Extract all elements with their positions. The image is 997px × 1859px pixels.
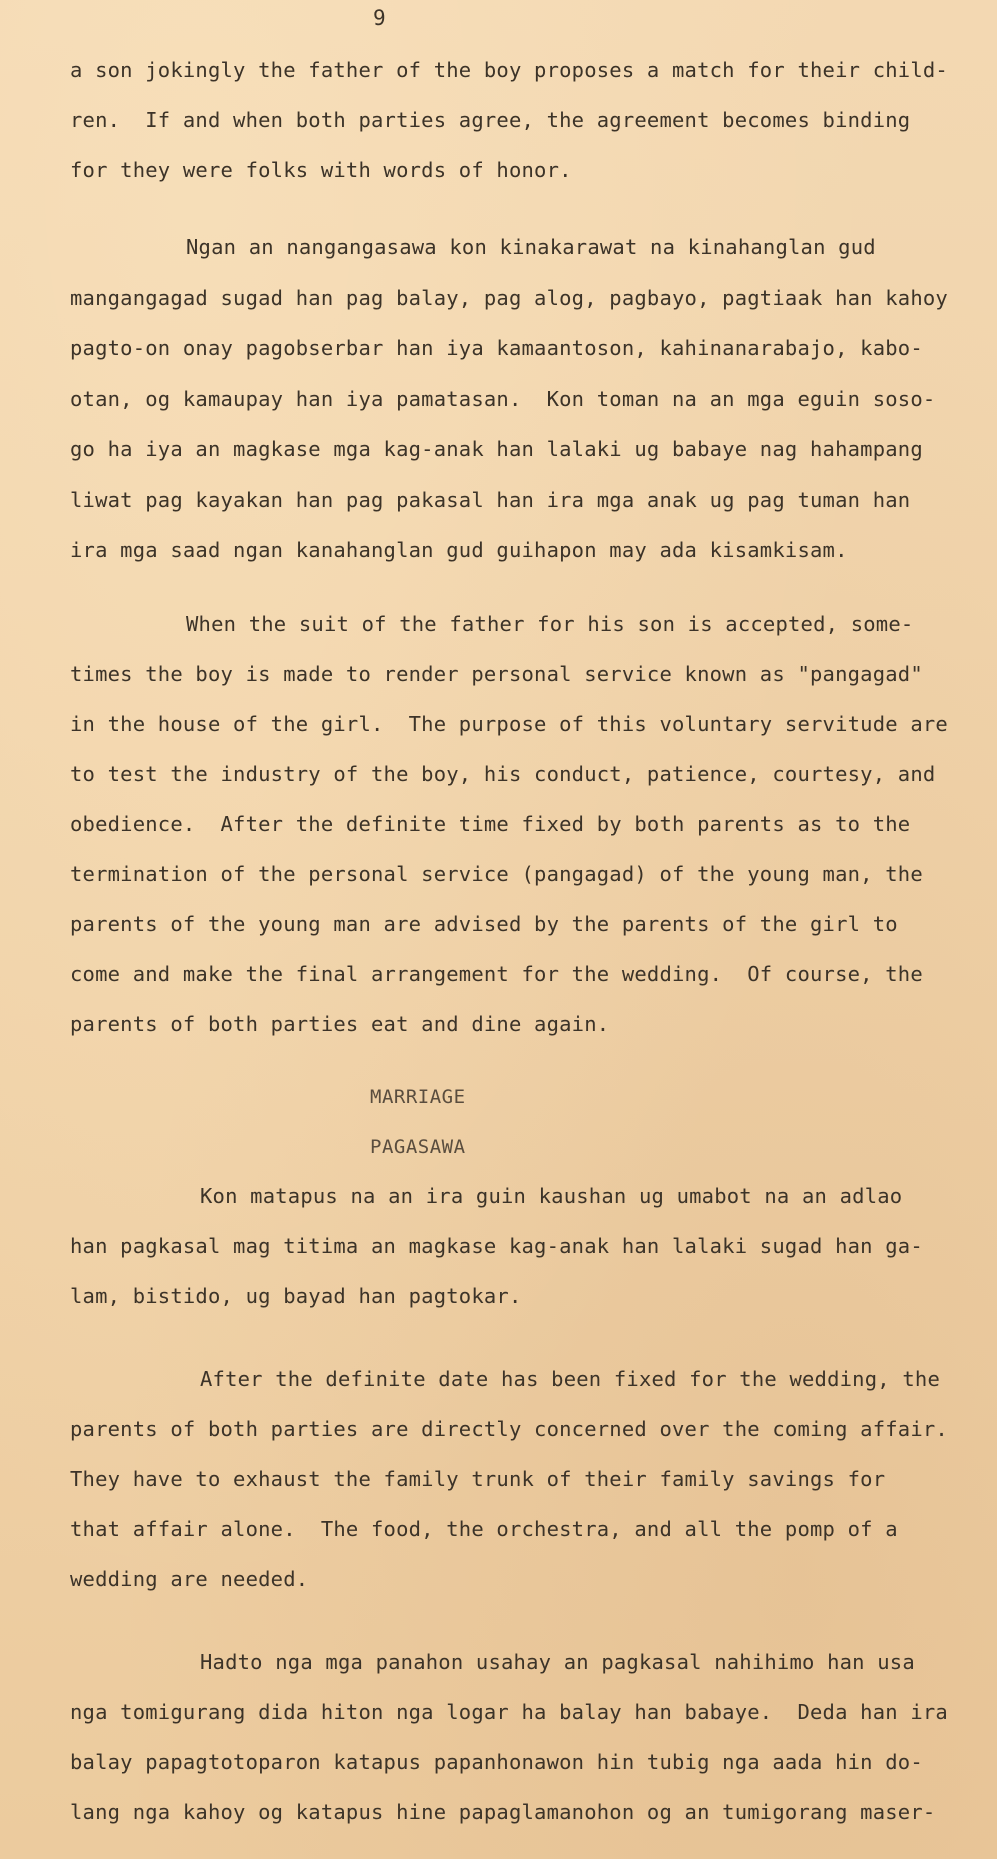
text-line: Kon matapus na an ira guin kaushan ug umabot na an adlao — [200, 1184, 903, 1208]
text-line: otan, og kamaupay han iya pamatasan. Kon toman na an mga eguin soso- — [70, 387, 936, 411]
text-line: times the boy is made to render personal service known as "pangagad" — [70, 662, 923, 686]
text-line: They have to exhaust the family trunk of their family savings for — [70, 1467, 886, 1491]
text-line: han pagkasal mag titima an magkase kag-anak han lalaki sugad han ga- — [70, 1234, 923, 1258]
text-line: When the suit of the father for his son is accepted, some- — [186, 612, 914, 636]
text-line: parents of both parties eat and dine again. — [70, 1012, 610, 1036]
text-line: nga tomigurang dida hiton nga logar ha balay han babaye. Deda han ira — [70, 1700, 948, 1724]
text-line: to test the industry of the boy, his conduct, patience, courtesy, and — [70, 762, 936, 786]
text-line: parents of both parties are directly concerned over the coming affair. — [70, 1417, 948, 1441]
section-subheading: PAGASAWA — [370, 1136, 466, 1158]
text-line: Hadto nga mga panahon usahay an pagkasal nahihimo han usa — [200, 1650, 915, 1674]
text-line: termination of the personal service (pangagad) of the young man, the — [70, 862, 923, 886]
text-line: parents of the young man are advised by the parents of the girl to — [70, 912, 898, 936]
section-heading: MARRIAGE — [370, 1086, 466, 1108]
text-line: mangangagad sugad han pag balay, pag alog, pagbayo, pagtiaak han kahoy — [70, 286, 948, 310]
text-line: come and make the final arrangement for the wedding. Of course, the — [70, 962, 923, 986]
text-line: go ha iya an magkase mga kag-anak han lalaki ug babaye nag hahampang — [70, 437, 923, 461]
text-line: Ngan an nangangasawa kon kinakarawat na kinahanglan gud — [186, 235, 876, 259]
text-line: balay papagtotoparon katapus papanhonawon hin tubig nga aada hin do- — [70, 1750, 923, 1774]
text-line: lang nga kahoy og katapus hine papaglamanohon og an tumigorang maser- — [70, 1800, 936, 1824]
text-line: for they were folks with words of honor. — [70, 158, 572, 182]
text-line: lam, bistido, ug bayad han pagtokar. — [70, 1284, 522, 1308]
text-line: that affair alone. The food, the orchestra, and all the pomp of a — [70, 1517, 898, 1541]
text-line: After the definite date has been fixed for the wedding, the — [200, 1367, 940, 1391]
text-line: wedding are needed. — [70, 1567, 309, 1591]
text-line: pagto-on onay pagobserbar han iya kamaantoson, kahinanarabajo, kabo- — [70, 336, 923, 360]
text-line: obedience. After the definite time fixed by both parents as to the — [70, 812, 911, 836]
page-number: 9 — [373, 6, 386, 30]
text-line: ren. If and when both parties agree, the agreement becomes binding — [70, 108, 911, 132]
text-line: liwat pag kayakan han pag pakasal han ira mga anak ug pag tuman han — [70, 488, 911, 512]
text-line: a son jokingly the father of the boy proposes a match for their child- — [70, 58, 948, 82]
text-line: ira mga saad ngan kanahanglan gud guihapon may ada kisamkisam. — [70, 538, 848, 562]
text-line: in the house of the girl. The purpose of this voluntary servitude are — [70, 712, 948, 736]
